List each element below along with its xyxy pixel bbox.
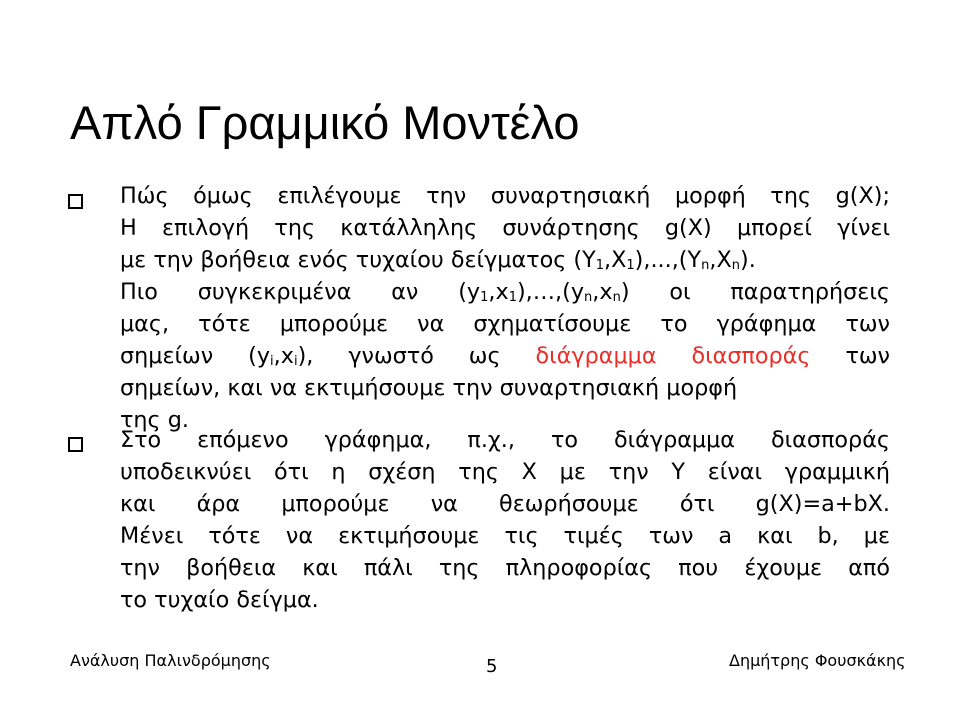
text-line: σημείων $(y_i,x_i)$, γνωστό ως διάγραμμα διασποράς των xyxy=(120,343,891,369)
text-line: Πώς όμως επιλέγουμε την συναρτησιακή μορφή της g(X); xyxy=(120,183,890,209)
square-bullet-icon xyxy=(68,194,83,209)
text-line: το τυχαίο δείγμα. xyxy=(120,587,319,613)
bullet-paragraph-2 xyxy=(120,424,890,616)
footer-course-title: Ανάλυση Παλινδρόμησης xyxy=(70,651,271,670)
text-line: και άρα μπορούμε να θεωρήσουμε ότι g(X)=a+bX. xyxy=(120,491,890,517)
text-line: σημείων, και να εκτιμήσουμε την συναρτησιακή μορφή xyxy=(120,375,738,401)
footer-author: Δημήτρης Φουσκάκης xyxy=(729,651,906,670)
text-line: με την βοήθεια ενός τυχαίου δείγματος $(Y_1,X_1),...,(Y_n,X_n)$. xyxy=(120,247,756,273)
text-line: Μένει τότε να εκτιμήσουμε τις τιμές των a και b, με xyxy=(120,523,890,549)
text-line: Στο επόμενο γράφημα, π.χ., το διάγραμμα διασποράς xyxy=(120,427,890,453)
square-bullet-icon xyxy=(68,437,83,452)
slide-title: Απλό Γραμμικό Μοντέλο xyxy=(70,96,580,149)
highlighted-term: διάγραμμα διασποράς xyxy=(535,343,811,369)
text-line: την βοήθεια και πάλι της πληροφορίας που έχουμε από xyxy=(120,555,890,581)
text-line: υποδεικνύει ότι η σχέση της X με την Y είναι γραμμική xyxy=(120,459,890,485)
text-line: Η επιλογή της κατάλληλης συνάρτησης g(X) μπορεί γίνει xyxy=(120,215,890,241)
text-line: μας, τότε μπορούμε να σχηματίσουμε το γράφημα των xyxy=(120,311,890,337)
text-line: Πιο συγκεκριμένα αν $(y_1,x_1),\dots,(y_n,x_n)$ οι παρατηρήσεις xyxy=(120,279,890,305)
text-line: της g. xyxy=(120,407,189,433)
page-number: 5 xyxy=(486,656,498,677)
bullet-paragraph-1 xyxy=(120,180,890,436)
